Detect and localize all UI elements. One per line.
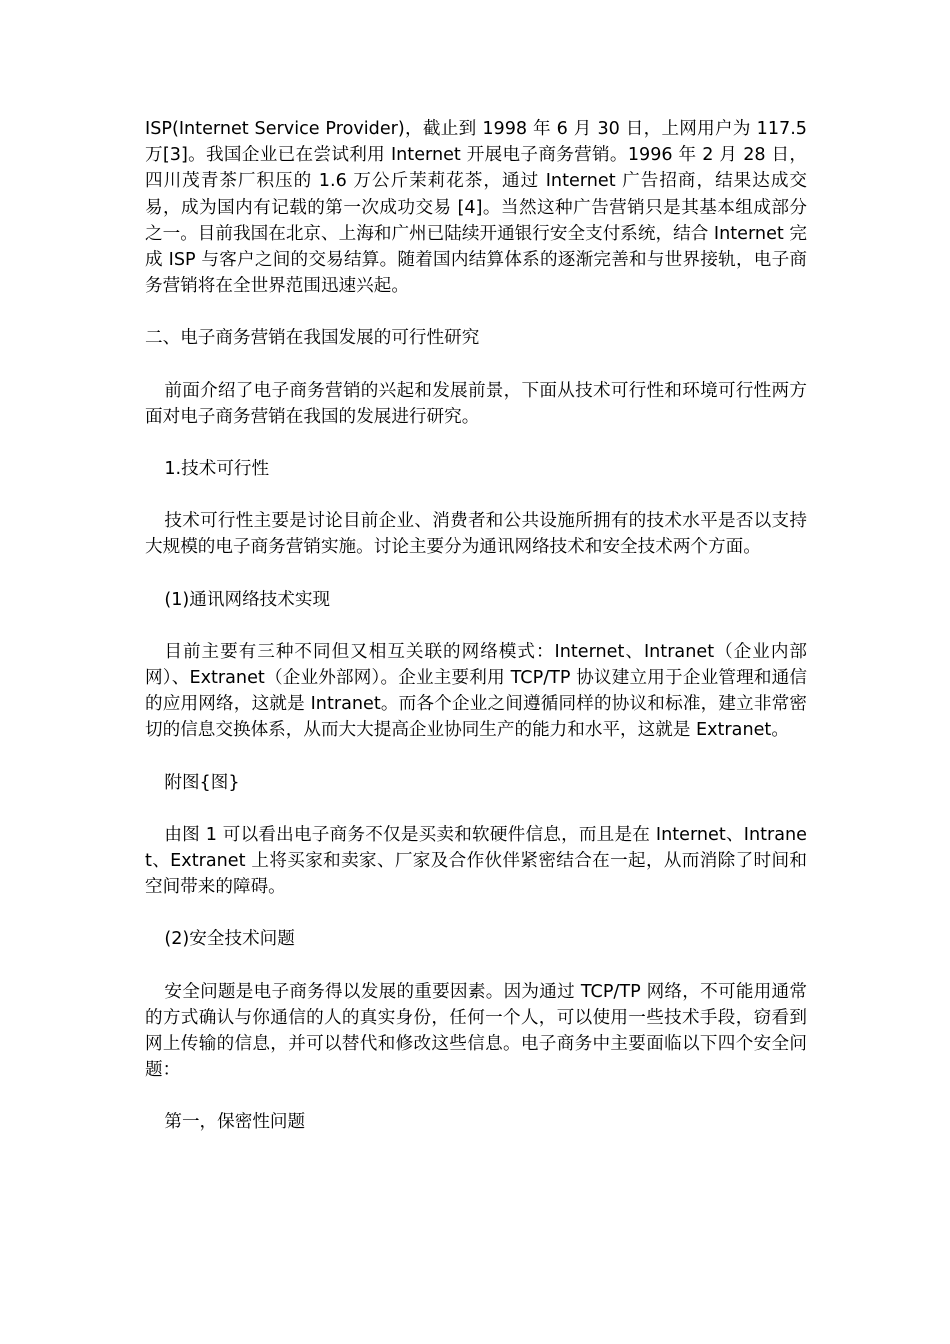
- subheading-confidentiality: 第一，保密性问题: [164, 1112, 306, 1133]
- subheading-network-technology: (1)通讯网络技术实现: [164, 589, 331, 610]
- section-heading-feasibility: 二、电子商务营销在我国发展的可行性研究: [145, 328, 480, 349]
- subheading-technical-feasibility: 1.技术可行性: [164, 459, 270, 480]
- paragraph-figure-explanation: 由图 1 可以看出电子商务不仅是买卖和软硬件信息，而且是在 Internet、Intranet、Extranet 上将买家和卖家、厂家及合作伙伴紧密结合在一起，从而消除了时间和空间带来的障碍。: [145, 824, 807, 898]
- figure-placeholder: 附图{图}: [164, 772, 240, 793]
- paragraph-intro: 前面介绍了电子商务营销的兴起和发展前景，下面从技术可行性和环境可行性两方面对电子商务营销在我国的发展进行研究。: [145, 380, 807, 427]
- paragraph-security: 安全问题是电子商务得以发展的重要因素。因为通过 TCP/TP 网络，不可能用通常的方式确认与你通信的人的真实身份，任何一个人，可以使用一些技术手段，窃看到网上传输的信息，并可以替代和修改这些信息。电子商务中主要面临以下四个安全问题：: [145, 981, 807, 1081]
- paragraph-technical-feasibility: 技术可行性主要是讨论目前企业、消费者和公共设施所拥有的技术水平是否以支持大规模的电子商务营销实施。讨论主要分为通讯网络技术和安全技术两个方面。: [145, 511, 807, 558]
- paragraph-network-modes: 目前主要有三种不同但又相互关联的网络模式：Internet、Intranet（企业内部网）、Extranet（企业外部网）。企业主要利用 TCP/TP 协议建立用于企业管理和通信的应用网络，这就是 Intranet。而各个企业之间遵循同样的协议和标准，建立非常密切的信息交换体系，从而大大提高企业协同生产的能力和水平，这就是 Extranet。: [145, 641, 807, 741]
- subheading-security: (2)安全技术问题: [164, 929, 295, 950]
- document-page: [145, 116, 807, 1136]
- paragraph-isp-history: ISP(Internet Service Provider)，截止到 1998 年 6 月 30 日，上网用户为 117.5 万[3]。我国企业已在尝试利用 Internet 开展电子商务营销。1996 年 2 月 28 日，四川茂青茶厂积压的 1.6 万公斤茉莉花茶，通过 Internet 广告招商，结果达成交易，成为国内有记载的第一次成功交易 [4]。当然这种广告营销只是其基本组成部分之一。目前我国在北京、上海和广州已陆续开通银行安全支付系统，结合 Internet 完成 ISP 与客户之间的交易结算。随着国内结算体系的逐渐完善和与世界接轨，电子商务营销将在全世界范围迅速兴起。: [145, 119, 807, 297]
